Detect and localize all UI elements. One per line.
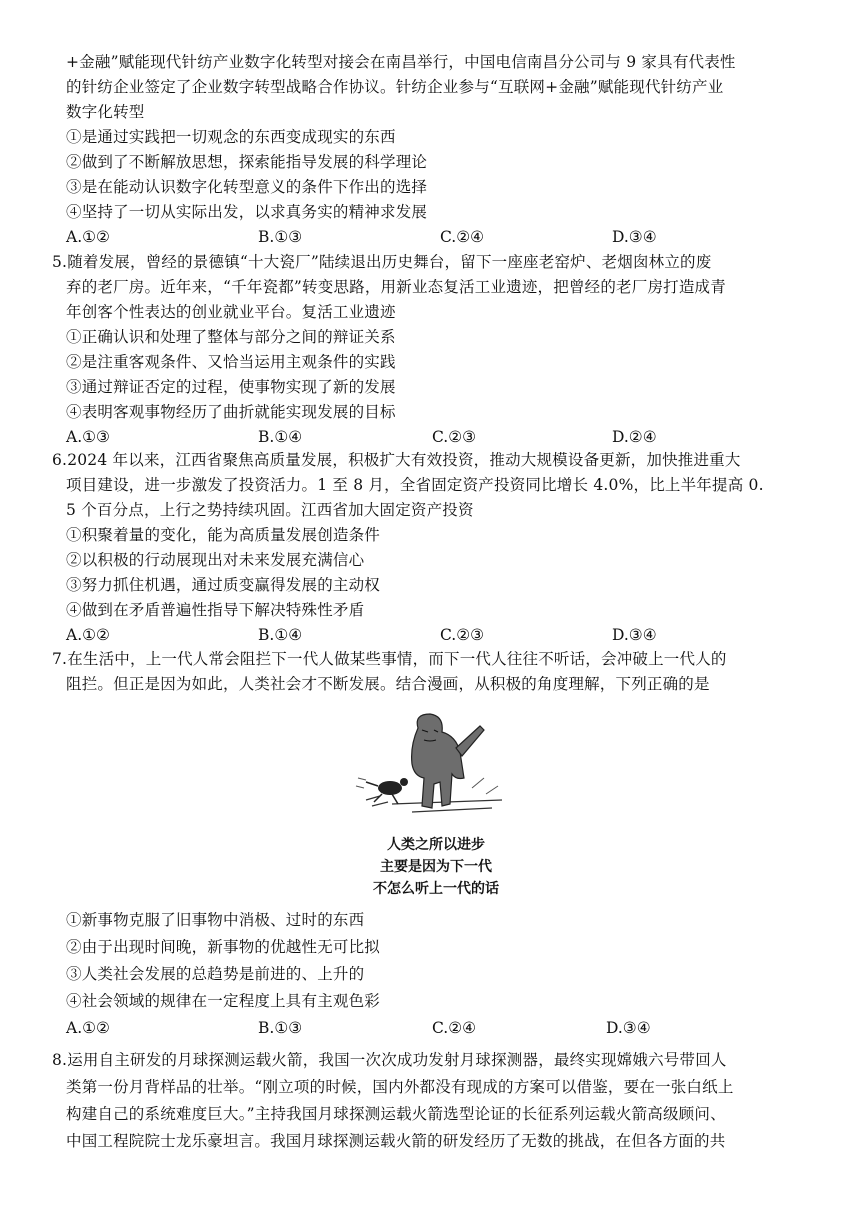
q6-item-3: ③努力抓住机遇，通过质变赢得发展的主动权 xyxy=(66,576,381,594)
q4-stem-line-2: 的针纺企业签定了企业数字转型战略合作协议。针纺企业参与“互联网+金融”赋能现代针纺产业 xyxy=(66,78,724,96)
q4-item-3: ③是在能动认识数字化转型意义的条件下作出的选择 xyxy=(66,178,428,196)
q5-item-3: ③通过辩证否定的过程，使事物实现了新的发展 xyxy=(66,378,396,396)
q5-option-a[interactable]: A.①③ xyxy=(66,428,110,446)
q4-option-d[interactable]: D.③④ xyxy=(612,228,657,246)
q7-option-a[interactable]: A.①② xyxy=(66,1019,110,1037)
cartoon-drawing xyxy=(352,708,520,828)
q5-item-4: ④表明客观事物经历了曲折就能实现发展的目标 xyxy=(66,403,396,421)
cartoon-caption-line-3: 不怎么听上一代的话 xyxy=(373,881,499,897)
q4-option-b[interactable]: B.①③ xyxy=(258,228,303,246)
q4-item-4: ④坚持了一切从实际出发，以求真务实的精神求发展 xyxy=(66,203,428,221)
cartoon-caption-line-1: 人类之所以进步 xyxy=(387,837,485,853)
q8-stem-line-3: 构建自己的系统难度巨大。”主持我国月球探测运载火箭选型论证的长征系列运载火箭高级顾问、 xyxy=(66,1105,726,1123)
q8-stem-line-1: 8.运用自主研发的月球探测运载火箭，我国一次次成功发射月球探测器，最终实现嫦娥六号带回人 xyxy=(52,1051,727,1069)
q8-stem-line-2: 类第一份月背样品的壮举。“刚立项的时候，国内外都没有现成的方案可以借鉴，要在一张白纸上 xyxy=(66,1078,734,1096)
q6-option-b[interactable]: B.①④ xyxy=(258,626,303,644)
cartoon-caption-line-2: 主要是因为下一代 xyxy=(380,859,492,875)
q5-item-2: ②是注重客观条件、又恰当运用主观条件的实践 xyxy=(66,353,396,371)
q4-item-1: ①是通过实践把一切观念的东西变成现实的东西 xyxy=(66,128,396,146)
q7-stem-line-2: 阻拦。但正是因为如此，人类社会才不断发展。结合漫画，从积极的角度理解，下列正确的是 xyxy=(66,675,710,693)
q5-stem-line-2: 弃的老厂房。近年来，“千年瓷都”转变思路，用新业态复活工业遗迹，把曾经的老厂房打造成青 xyxy=(66,278,726,296)
q7-item-4: ④社会领域的规律在一定程度上具有主观色彩 xyxy=(66,992,381,1010)
q4-option-a[interactable]: A.①② xyxy=(66,228,110,246)
q6-item-2: ②以积极的行动展现出对未来发展充满信心 xyxy=(66,551,365,569)
q4-item-2: ②做到了不断解放思想，探索能指导发展的科学理论 xyxy=(66,153,428,171)
q6-stem-line-2: 项目建设，进一步激发了投资活力。1 至 8 月，全省固定资产投资同比增长 4.0%，比上半年提高 0. xyxy=(66,476,764,494)
q6-option-a[interactable]: A.①② xyxy=(66,626,110,644)
q7-option-c[interactable]: C.②④ xyxy=(432,1019,477,1037)
q5-stem-line-1: 5.随着发展，曾经的景德镇“十大瓷厂”陆续退出历史舞台，留下一座座老窑炉、老烟囱林立的废 xyxy=(52,253,712,271)
q7-item-1: ①新事物克服了旧事物中消极、过时的东西 xyxy=(66,911,365,929)
q4-stem-line-3: 数字化转型 xyxy=(66,103,145,121)
q6-option-d[interactable]: D.③④ xyxy=(612,626,657,644)
q5-option-d[interactable]: D.②④ xyxy=(612,428,657,446)
q6-item-1: ①积聚着量的变化，能为高质量发展创造条件 xyxy=(66,526,381,544)
q4-stem-line-1: +金融”赋能现代针纺产业数字化转型对接会在南昌举行，中国电信南昌分公司与 9 家具有代表性 xyxy=(66,53,736,71)
q4-option-c[interactable]: C.②④ xyxy=(440,228,485,246)
q7-item-3: ③人类社会发展的总趋势是前进的、上升的 xyxy=(66,965,365,983)
q7-stem-line-1: 7.在生活中，上一代人常会阻拦下一代人做某些事情，而下一代人往往不听话，会冲破上一代人的 xyxy=(52,650,727,668)
q5-option-b[interactable]: B.①④ xyxy=(258,428,303,446)
q6-stem-line-3: 5 个百分点，上行之势持续巩固。江西省加大固定资产投资 xyxy=(66,501,474,519)
q5-stem-line-3: 年创客个性表达的创业就业平台。复活工业遗迹 xyxy=(66,303,396,321)
q6-item-4: ④做到在矛盾普遍性指导下解决特殊性矛盾 xyxy=(66,601,365,619)
q5-option-c[interactable]: C.②③ xyxy=(432,428,477,446)
q7-option-b[interactable]: B.①③ xyxy=(258,1019,303,1037)
q7-option-d[interactable]: D.③④ xyxy=(606,1019,651,1037)
cartoon-figure xyxy=(352,708,520,906)
q7-item-2: ②由于出现时间晚，新事物的优越性无可比拟 xyxy=(66,938,381,956)
q6-option-c[interactable]: C.②③ xyxy=(440,626,485,644)
q6-stem-line-1: 6.2024 年以来，江西省聚焦高质量发展，积极扩大有效投资，推动大规模设备更新，加快推进重大 xyxy=(52,451,741,469)
q5-item-1: ①正确认识和处理了整体与部分之间的辩证关系 xyxy=(66,328,396,346)
q8-stem-line-4: 中国工程院院士龙乐豪坦言。我国月球探测运载火箭的研发经历了无数的挑战，在但各方面的共 xyxy=(66,1132,726,1150)
